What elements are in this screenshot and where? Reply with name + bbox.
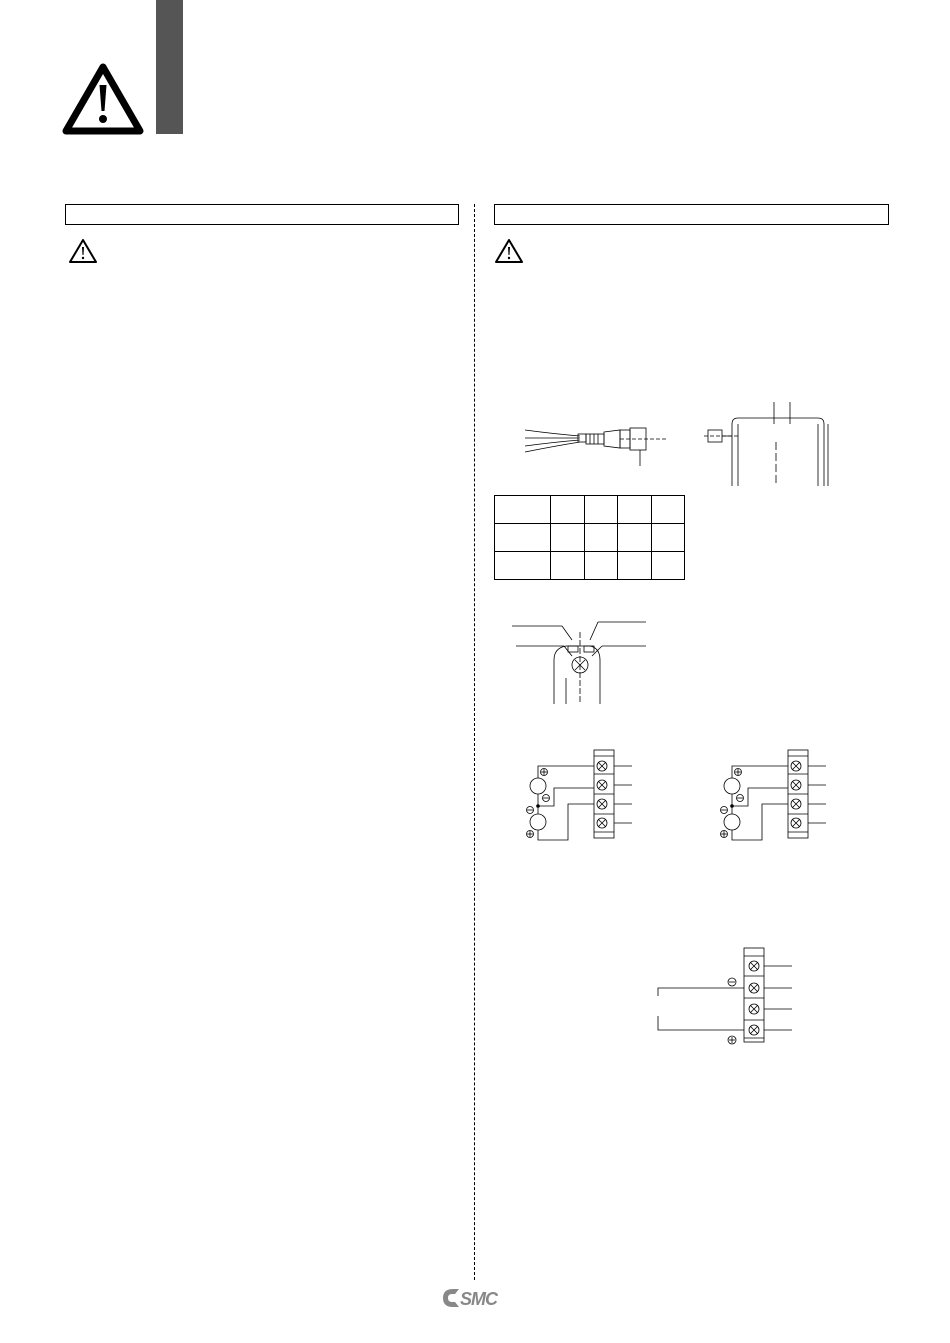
chapter-tab: [156, 0, 183, 134]
wiring-diagram-a: [520, 748, 640, 844]
svg-text:SMC: SMC: [460, 1289, 497, 1309]
left-section-header: [65, 204, 459, 225]
cable-connector-figure: [520, 420, 670, 470]
table-cell: [584, 524, 618, 552]
connector-pin-figure: [510, 618, 650, 706]
table-row: [495, 552, 685, 580]
warning-triangle-icon: [68, 238, 98, 264]
table-cell: [618, 496, 652, 524]
table-cell: [495, 496, 551, 524]
table-cell: [651, 496, 685, 524]
table-cell: [618, 552, 652, 580]
warning-triangle-icon: [62, 63, 144, 135]
table-cell: [651, 552, 685, 580]
table-cell: [584, 496, 618, 524]
table-cell: [495, 524, 551, 552]
warning-triangle-icon: [494, 238, 524, 264]
table-cell: [551, 524, 585, 552]
column-divider: [474, 204, 475, 1280]
table-cell: [651, 524, 685, 552]
wiring-diagram-c: [652, 946, 802, 1046]
table-row: [495, 496, 685, 524]
connector-table: [494, 495, 685, 580]
table-cell: [551, 496, 585, 524]
smc-logo-icon: [441, 1286, 507, 1310]
table-cell: [551, 552, 585, 580]
mount-side-view-figure: [700, 402, 840, 488]
right-section-header: [494, 204, 889, 225]
table-row: [495, 524, 685, 552]
table-cell: [618, 524, 652, 552]
wiring-diagram-b: [714, 748, 834, 844]
table-cell: [495, 552, 551, 580]
table-cell: [584, 552, 618, 580]
